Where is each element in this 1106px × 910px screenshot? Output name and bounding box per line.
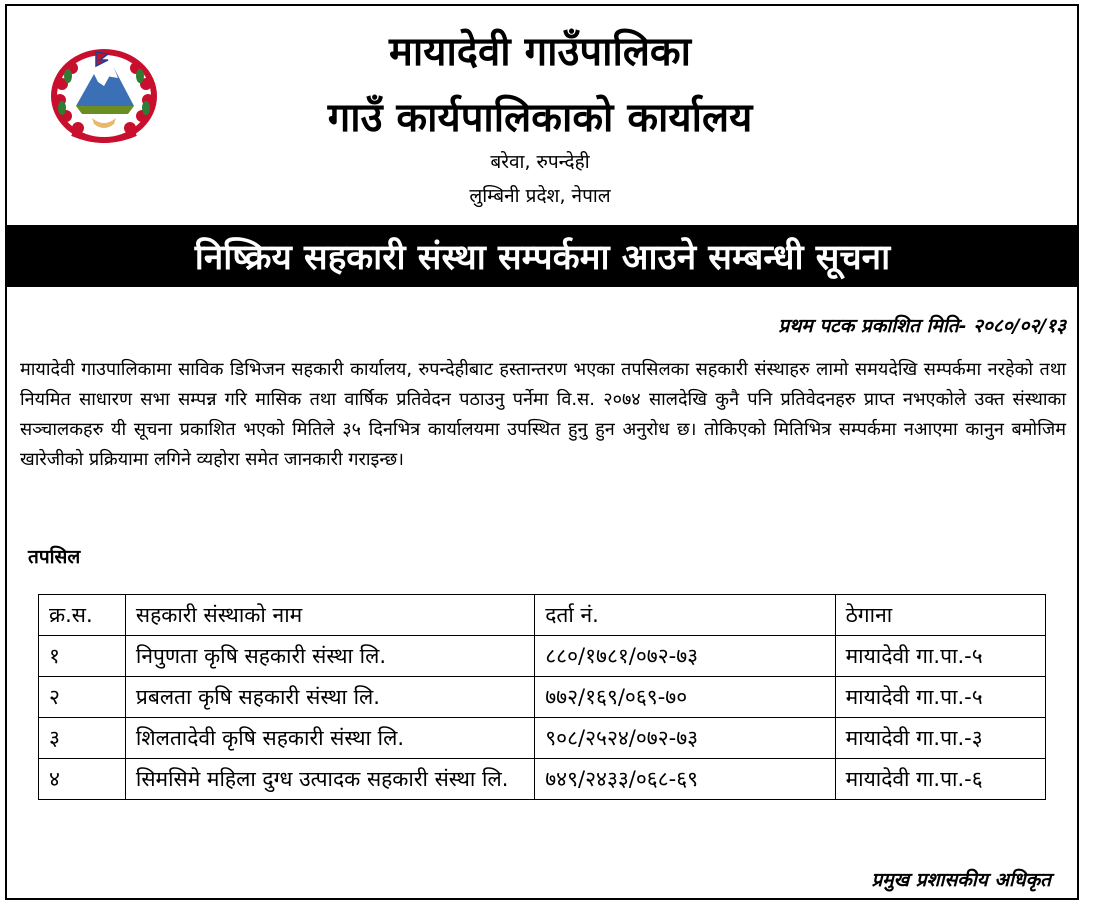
office-name-line1: मायादेवी गाउँपालिका	[388, 29, 692, 75]
cell-sn: २	[39, 677, 126, 718]
notice-title: निष्क्रिय सहकारी संस्था सम्पर्कमा आउने सम्बन्धी सूचना	[194, 237, 891, 278]
cell-address: मायादेवी गा.पा.-५	[835, 636, 1045, 677]
cell-address: मायादेवी गा.पा.-६	[835, 759, 1045, 800]
signatory: प्रमुख प्रशासकीय अधिकृत	[871, 869, 1051, 891]
cell-name: निपुणता कृषि सहकारी संस्था लि.	[125, 636, 534, 677]
cell-reg: ७४९/२४३३/०६८-६९	[535, 759, 835, 800]
col-header-reg: दर्ता नं.	[535, 595, 835, 636]
cell-sn: ३	[39, 718, 126, 759]
notice-body: मायादेवी गाउपालिकामा साविक डिभिजन सहकारी कार्यालय, रुपन्देहीबाट हस्तान्तरण भएका तपसिलका सहकारी संस्थाहरु लामो समयदेखि सम्पर्कमा नरहेको तथा नियमित साधारण सभा सम्पन्न गरि मासिक तथा वार्षिक प्रतिवेदन पठाउनु पर्नेमा वि.स. २०७४ सालदेखि कुनै पनि प्रतिवेदनहरु प्राप्त नभएकोले उक्त संस्थाका सञ्चालकहरु यी सूचना प्रकाशित भएको मितिले ३५ दिनभित्र कार्यालयमा उपस्थित हुनु हुन अनुरोध छ। तोकिएको मितिभित्र सम्पर्कमा नआएमा कानुन बमोजिम खारेजीको प्रक्रियामा लगिने व्यहोरा समेत जानकारी गराइन्छ।	[20, 359, 1066, 470]
list-heading: तपसिल	[28, 546, 81, 568]
cell-name: शिलतादेवी कृषि सहकारी संस्था लि.	[125, 718, 534, 759]
cell-address: मायादेवी गा.पा.-३	[835, 718, 1045, 759]
table-row	[39, 718, 1046, 759]
cell-reg: ८८०/१७८१/०७२-७३	[535, 636, 835, 677]
office-name-line2: गाउँ कार्यपालिकाको कार्यालय	[327, 95, 753, 141]
cooperatives-table	[38, 594, 1046, 800]
table-header-row	[39, 595, 1046, 636]
table-row	[39, 759, 1046, 800]
col-header-name: सहकारी संस्थाको नाम	[125, 595, 534, 636]
col-header-address: ठेगाना	[835, 595, 1045, 636]
table-row	[39, 636, 1046, 677]
nepal-government-emblem	[48, 44, 160, 144]
cell-name: प्रबलता कृषि सहकारी संस्था लि.	[125, 677, 534, 718]
cell-name: सिमसिमे महिला दुग्ध उत्पादक सहकारी संस्था लि.	[125, 759, 534, 800]
published-date: प्रथम पटक प्रकाशित मिति- २०८०/०२/१३	[778, 315, 1066, 337]
cell-sn: ४	[39, 759, 126, 800]
address-line2: लुम्बिनी प्रदेश, नेपाल	[469, 185, 611, 207]
col-header-sn: क्र.स.	[39, 595, 126, 636]
cell-address: मायादेवी गा.पा.-५	[835, 677, 1045, 718]
table-row	[39, 677, 1046, 718]
cell-reg: ९०८/२५२४/०७२-७३	[535, 718, 835, 759]
cell-reg: ७७२/१६९/०६९-७०	[535, 677, 835, 718]
notice-title-banner	[7, 225, 1078, 287]
address-line1: बरेवा, रुपन्देही	[490, 151, 590, 173]
cell-sn: १	[39, 636, 126, 677]
